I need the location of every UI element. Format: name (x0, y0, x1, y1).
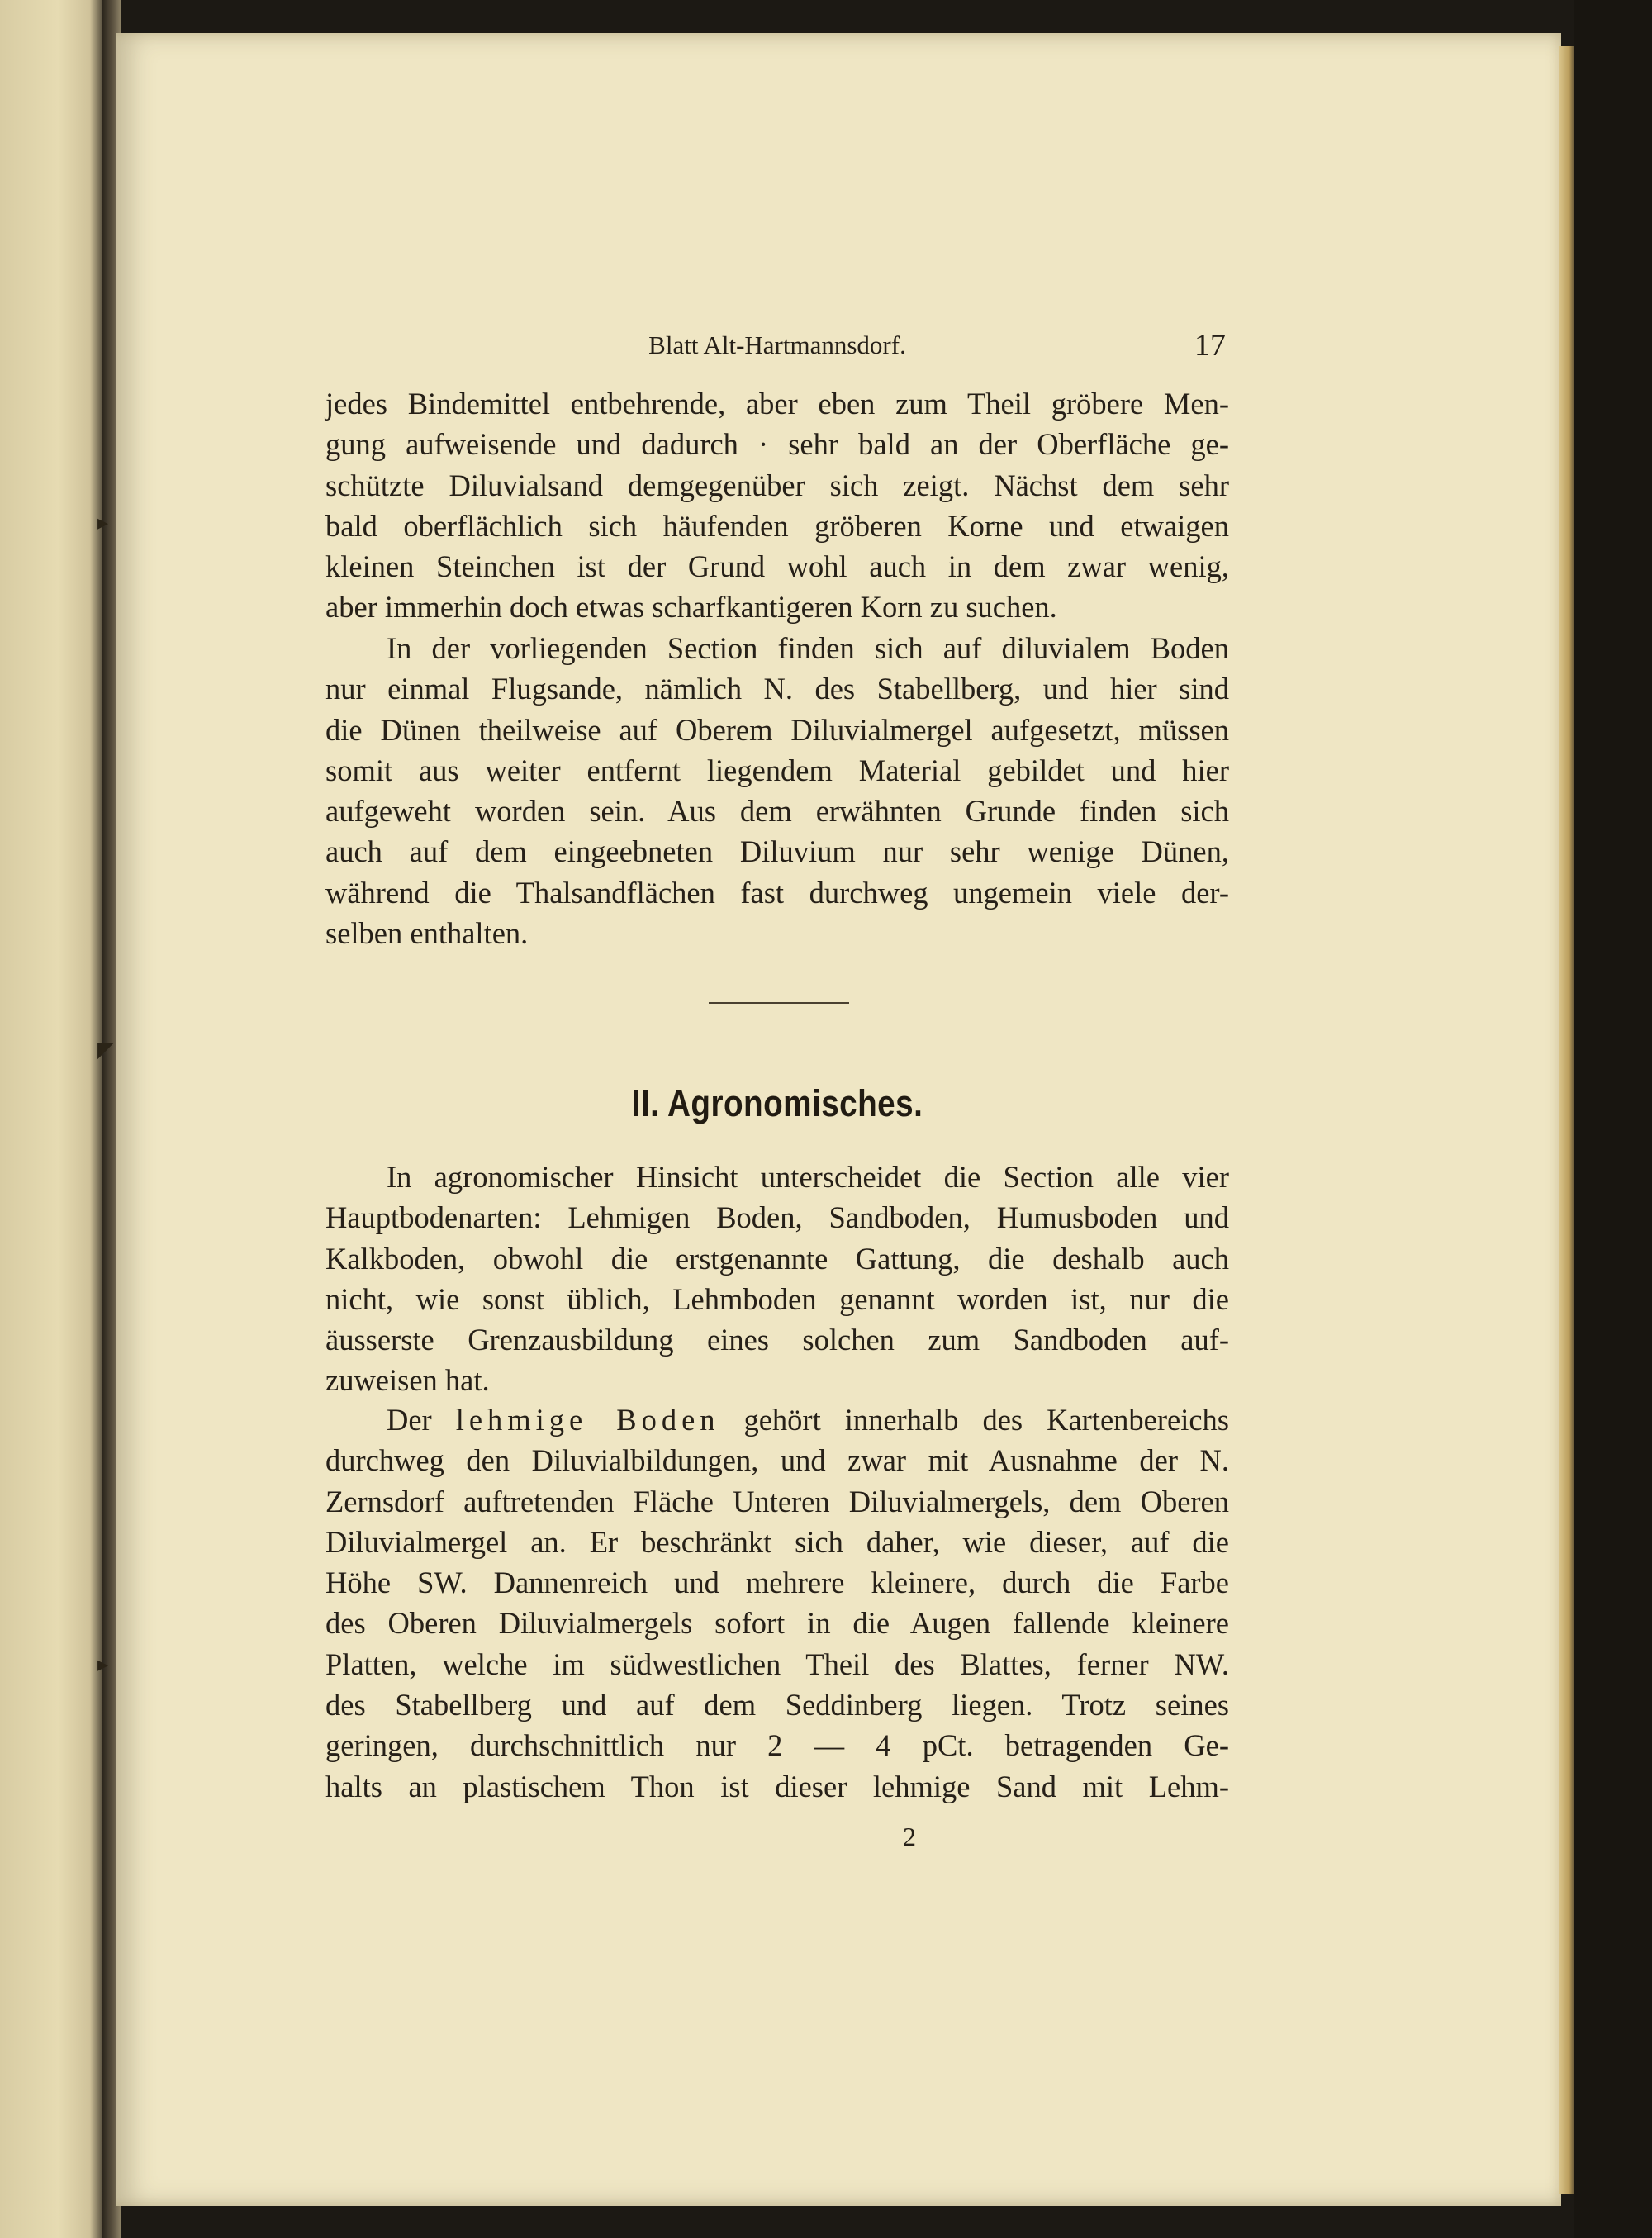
line-rest: gehört innerhalb des Kartenbereichs (743, 1403, 1230, 1437)
text-line: Platten, welche im südwestlichen Theil des Blattes, ferner NW. (325, 1646, 1229, 1681)
text-line: durchweg den Diluvialbildungen, und zwar mit Ausnahme der N. (325, 1443, 1229, 1478)
text-line: jedes Bindemittel entbehrende, aber eben zum Theil gröbere Men- (325, 387, 1229, 421)
paragraph-2 (325, 628, 1229, 953)
text-line: äusserste Grenzausbildung eines solchen zum Sandboden auf- (325, 1323, 1229, 1357)
book-cover (1574, 0, 1652, 2238)
text-line: auch auf dem eingeebneten Diluvium nur sehr wenige Dünen, (325, 834, 1229, 869)
text-line: aber immerhin doch etwas scharfkantigeren Korn zu suchen. (325, 590, 1057, 625)
paragraph-3 (325, 1157, 1229, 1401)
text-line: während die Thalsandflächen fast durchweg ungemein viele der- (325, 875, 1229, 910)
text-line: Hauptbodenarten: Lehmigen Boden, Sandboden, Humusboden und (325, 1200, 1229, 1235)
text-line: Diluvialmergel an. Er beschränkt sich daher, wie dieser, auf die (325, 1524, 1229, 1559)
paragraph-4 (325, 1399, 1229, 1807)
text-line: somit aus weiter entfernt liegendem Material gebildet und hier (325, 753, 1229, 787)
text-line: aufgeweht worden sein. Aus dem erwähnten Grunde finden sich (325, 794, 1229, 829)
text-line: In der vorliegenden Section finden sich auf diluvialem Boden (387, 631, 1229, 665)
text-line: bald oberflächlich sich häufenden gröberen Korne und etwaigen (325, 508, 1229, 543)
page-number: 17 (1194, 328, 1226, 363)
text-line: geringen, durchschnittlich nur 2 — 4 pCt. betragenden Ge- (325, 1728, 1229, 1763)
margin-arrow-icon: ◤ (97, 1038, 114, 1062)
text-line-first (325, 1399, 1229, 1440)
margin-arrow-icon: ▸ (97, 511, 109, 535)
text-line: nicht, wie sonst üblich, Lehmboden genannt worden ist, nur die (325, 1281, 1229, 1316)
text-line: selben enthalten. (325, 916, 529, 951)
text-line: Kalkboden, obwohl die erstgenannte Gattung, die deshalb auch (325, 1241, 1229, 1276)
running-title: Blatt Alt-Hartmannsdorf. (648, 330, 906, 359)
text-line: zuweisen hat. (325, 1363, 490, 1398)
section-divider (709, 1002, 849, 1004)
signature-mark: 2 (903, 1822, 916, 1851)
margin-arrow-icon: ▸ (97, 1652, 109, 1677)
text-line: kleinen Steinchen ist der Grund wohl auch in dem zwar wenig, (325, 549, 1229, 584)
text-line: Höhe SW. Dannenreich und mehrere kleinere, durch die Farbe (325, 1566, 1229, 1600)
running-head (325, 327, 1229, 367)
paragraph-1 (325, 383, 1229, 628)
text-line: die Dünen theilweise auf Oberem Diluvialmergel aufgesetzt, müssen (325, 712, 1229, 747)
text-line: schützte Diluvialsand demgegenüber sich zeigt. Nächst dem sehr (325, 468, 1229, 502)
text-line: nur einmal Flugsande, nämlich N. des Stabellberg, und hier sind (325, 672, 1229, 706)
facing-page-edge (0, 0, 109, 2238)
first-word: Der (387, 1403, 432, 1437)
text-line: des Oberen Diluvialmergels sofort in die Augen fallende kleinere (325, 1606, 1229, 1641)
text-line: In agronomischer Hinsicht unterscheidet die Section alle vier (387, 1160, 1229, 1194)
page-edge (1559, 46, 1576, 2194)
text-line: Zernsdorf auftretenden Fläche Unteren Diluvialmergels, dem Oberen (325, 1484, 1229, 1518)
text-line: des Stabellberg und auf dem Seddinberg liegen. Trotz seines (325, 1688, 1229, 1722)
spaced-term: lehmige Boden (455, 1403, 720, 1437)
section-heading: II. Agronomisches. (631, 1082, 923, 1124)
text-line: halts an plastischem Thon ist dieser lehmige Sand mit Lehm- (325, 1769, 1229, 1803)
text-line: gung aufweisende und dadurch · sehr bald an der Oberfläche ge- (325, 427, 1229, 462)
